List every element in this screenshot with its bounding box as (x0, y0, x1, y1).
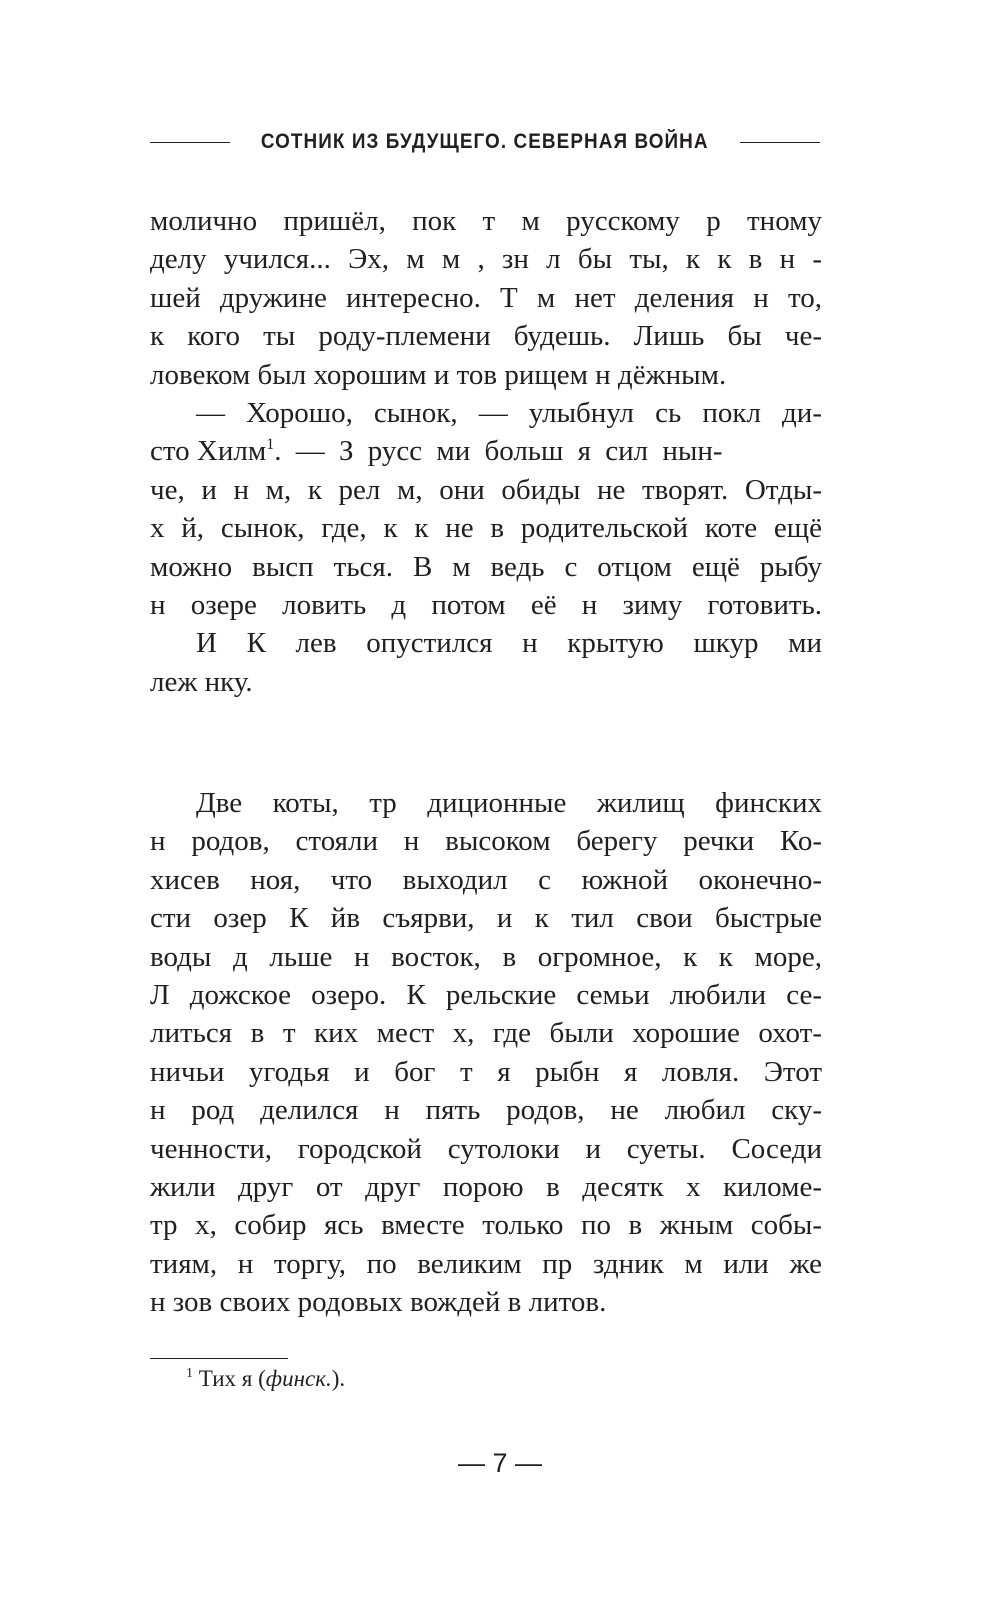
text-line: ничьи угодья и бог т я рыбн я ловля. Этот (150, 1055, 822, 1088)
text-line: литься в т ких мест х, где были хорошие охот- (150, 1017, 822, 1050)
text-line: н озере ловить д потом её н зиму готовить. (150, 588, 822, 621)
text-line: хисев ноя, что выходил с южной оконечно- (150, 863, 822, 896)
text-line-with-footnote (150, 432, 822, 470)
running-title: СОТНИК ИЗ БУДУЩЕГО. СЕВЕРНАЯ ВОЙНА (261, 130, 709, 153)
footnote-language: финск. (265, 1366, 332, 1391)
page-number: — 7 — (457, 1448, 543, 1478)
text-line: можно высп ться. В м ведь с отцом ещё рыбу (150, 550, 822, 583)
text-line: н зов своих родовых вождей в литов. (150, 1286, 607, 1319)
text-line: к кого ты роду-племени будешь. Лишь бы че- (150, 320, 822, 353)
text-line: ловеком был хорошим и тов рищем н дёжным. (150, 358, 727, 391)
text-line: тр х, собир ясь вместе только по в жным собы- (150, 1209, 822, 1242)
running-header (150, 124, 820, 160)
text-line: шей дружине интересно. Т м нет деления н то, (150, 281, 822, 314)
narrative-block (150, 784, 822, 1321)
header-rule-right (740, 142, 820, 143)
text-line: н род делился н пять родов, не любил ску- (150, 1094, 822, 1127)
text-line: делу учился... Эх, м м , зн л бы ты, к к в н - (150, 243, 822, 276)
text-fragment: . — З русс ми больш я сил нын- (274, 435, 723, 468)
text-line: воды д льше н восток, в огромное, к к море, (150, 940, 822, 973)
text-line: леж нку. (150, 665, 253, 698)
text-line: жили друг от друг порою в десятк х киломе- (150, 1170, 822, 1203)
text-line: х й, сынок, где, к к не в родительской коте ещё (150, 512, 822, 545)
footnote-ref[interactable]: 1 (266, 436, 275, 454)
text-line: И К лев опустился н крытую шкур ми (196, 627, 822, 660)
text-fragment: сто Хилм (150, 435, 267, 468)
footnote-text-end: ). (331, 1366, 346, 1391)
footnote-rule (150, 1358, 288, 1359)
text-line: ченности, городской сутолоки и суеты. Соседи (150, 1132, 822, 1165)
text-line: Л дожское озеро. К рельские семьи любили се- (150, 978, 822, 1011)
text-line: тиям, н торгу, по великим пр здник м или же (150, 1247, 822, 1280)
footnote-mark: 1 (186, 1366, 193, 1381)
text-line: молично пришёл, пок т м русскому р тному (150, 205, 822, 237)
text-line: н родов, стояли н высоком берегу речки Ко- (150, 825, 822, 858)
text-line: Две коты, тр диционные жилищ финских (196, 787, 822, 819)
text-line: че, и н м, к рел м, они обиды не творят. Отды- (150, 473, 822, 506)
footnote (186, 1364, 345, 1394)
header-rule-left (150, 142, 230, 143)
dialogue-block (150, 202, 822, 701)
footnote-text: Тих я ( (193, 1366, 266, 1391)
text-line: — Хорошо, сынок, — улыбнул сь покл ди- (196, 396, 822, 429)
text-line: сти озер К йв съярви, и к тил свои быстрые (150, 902, 822, 935)
